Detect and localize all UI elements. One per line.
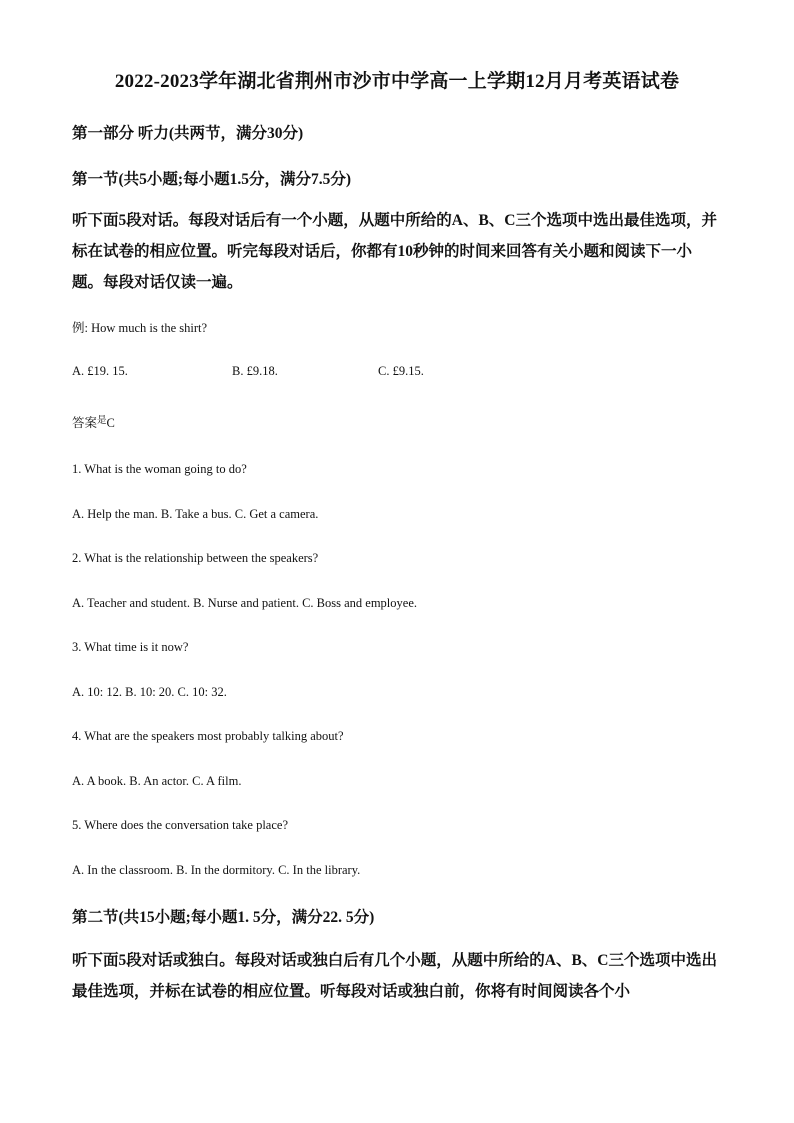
example-question: 例: How much is the shirt? (72, 321, 208, 335)
section1-heading: 第一节(共5小题;每小题1.5分，满分7.5分) (72, 171, 351, 188)
question-3: 3. What time is it now? (72, 640, 189, 654)
example-answer-label: 答案 (72, 416, 98, 430)
example-options (72, 364, 722, 382)
question-5-options: A. In the classroom. B. In the dormitory. C. In the library. (72, 863, 361, 877)
example-option-c: C. £9.15. (378, 364, 424, 378)
part1-heading: 第一部分 听力(共两节，满分30分) (72, 125, 304, 142)
example-answer-value: C (106, 416, 115, 430)
question-2-options: A. Teacher and student. B. Nurse and patient. C. Boss and employee. (72, 596, 417, 610)
question-3-options: A. 10: 12. B. 10: 20. C. 10: 32. (72, 685, 227, 699)
question-1: 1. What is the woman going to do? (72, 462, 247, 476)
example-option-a: A. £19. 15. (72, 364, 128, 378)
question-5: 5. Where does the conversation take place? (72, 818, 288, 832)
section2-instructions: 听下面5段对话或独白。每段对话或独白后有几个小题，从题中所给的A、B、C三个选项中选出最佳选项，并标在试卷的相应位置。听每段对话或独白前，你将有时间阅读各个小 (72, 952, 717, 1000)
question-4-options: A. A book. B. An actor. C. A film. (72, 774, 242, 788)
section2-heading: 第二节(共15小题;每小题1. 5分，满分22. 5分) (72, 909, 375, 926)
example-option-b: B. £9.18. (232, 364, 278, 378)
question-1-options: A. Help the man. B. Take a bus. C. Get a camera. (72, 507, 319, 521)
question-4: 4. What are the speakers most probably talking about? (72, 729, 344, 743)
section1-instructions: 听下面5段对话。每段对话后有一个小题，从题中所给的A、B、C三个选项中选出最佳选项，并标在试卷的相应位置。听完每段对话后，你都有10秒钟的时间来回答有关小题和阅读下一小题。每段对话仅读一遍。 (72, 212, 717, 291)
question-2: 2. What is the relationship between the speakers? (72, 551, 319, 565)
example-answer-connector: 是 (97, 416, 107, 426)
document-title: 2022-2023学年湖北省荆州市沙市中学高一上学期12月月考英语试卷 (114, 71, 680, 92)
example-answer (72, 412, 722, 431)
